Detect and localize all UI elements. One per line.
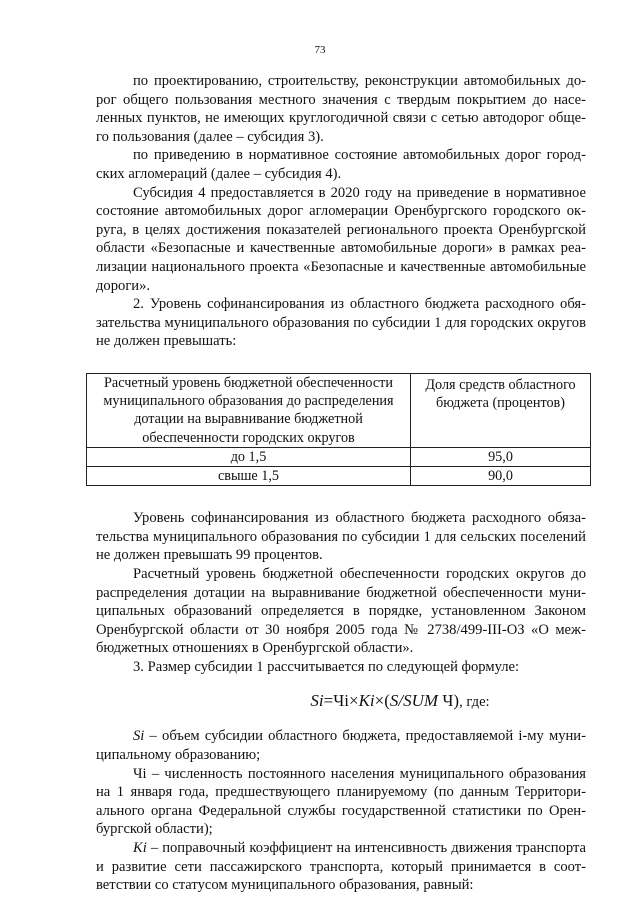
paragraph-budget-level: Расчетный уровень бюджетной обеспеченности городских округов до распределения дотации на выравнивание бюджетной обеспеченности муниципальных образований определяется в порядке, установленном Законом Оренбургской области от 30 ноября 2005 года № 2738/499-III-ОЗ «О межбюджетных отношениях в Оренбургской области». (96, 565, 586, 657)
formula-k-i: Ki (358, 691, 375, 711)
definition-text: – численность постоянного населения муниципального образования на 1 января года, предшествующего планируемому (по данным Территориального органа Федеральной службы государственной статистики по Оренбургской области); (96, 765, 586, 838)
definition-text: – поправочный коэффициент на интенсивность движения транспорта и развитие сети пассажирского транспорта, который принимается в соответствии со статусом муниципального образования, равный: (96, 840, 586, 894)
formula-ch-sum: Ч (442, 691, 454, 711)
paragraph-subsidy-4-details: Субсидия 4 предоставляется в 2020 году на приведение в нормативное состояние автомобильных дорог агломерации Оренбургского городского округа, в целях достижения показателей регионального проекта Оренбургской области «Безопасные и качественные автомобильные дороги» в рамках реализации национального проекта «Безопасные и качественные автомобильные дороги». (96, 184, 586, 294)
definition-symbol: Ki (133, 840, 147, 857)
document-body (96, 72, 586, 895)
table-header-level: Расчетный уровень бюджетной обеспеченности муниципального образования до распределения дотации на выравнивание бюджетной обеспеченности городских округов (87, 373, 411, 447)
paragraph-cofinancing-urban: 2. Уровень софинансирования из областного бюджета расходного обязательства муниципального образования по субсидии 1 для городских округов не должен превышать: (96, 296, 586, 350)
paragraph-subsidy-3: по проектированию, строительству, реконструкции автомобильных дорог общего пользования местного значения с твердым покрытием до населенных пунктов, не имеющих круглогодичной связи с сетью автодорог общего пользования (далее – субсидия 3). (96, 73, 586, 145)
definition-si (96, 727, 586, 764)
formula-paren-close: ) (453, 691, 460, 711)
paragraph-formula-intro: 3. Размер субсидии 1 рассчитывается по следующей формуле: (133, 658, 520, 675)
formula-slash: / (398, 691, 404, 711)
formula-s: S (389, 691, 399, 711)
subsidy-formula (214, 690, 586, 713)
page-number: 73 (314, 44, 326, 56)
table-cell-range: до 1,5 (87, 447, 411, 466)
definition-chi (96, 765, 586, 839)
paragraph-cofinancing-rural: Уровень софинансирования из областного бюджета расходного обязательства муниципального образования по субсидии 1 для сельских поселений не должен превышать 99 процентов. (96, 510, 586, 564)
definition-symbol: Si (133, 728, 145, 745)
table-cell-share: 90,0 (411, 466, 591, 485)
table-header-share: Доля средств областного бюджета (процентов) (411, 373, 591, 447)
formula-sum: SUM (403, 691, 439, 711)
cofinancing-table (86, 373, 591, 486)
table-row (87, 466, 591, 485)
table-cell-range: свыше 1,5 (87, 466, 411, 485)
definition-ki (96, 839, 586, 895)
formula-tail: , где: (459, 694, 490, 711)
formula-times-2: × (374, 691, 385, 711)
table-cell-share: 95,0 (411, 447, 591, 466)
definition-text: – объем субсидии областного бюджета, предоставляемой i-му муниципальному образованию; (96, 728, 586, 764)
formula-times-1: × (349, 691, 359, 711)
paragraph-subsidy-4: по приведению в нормативное состояние автомобильных дорог городских агломераций (далее – субсидия 4). (96, 147, 586, 182)
formula-eq: = (323, 691, 334, 711)
table-header-row (87, 373, 591, 447)
formula-lhs: Si (310, 691, 324, 711)
formula-paren-open: ( (384, 691, 390, 711)
table-row (87, 447, 591, 466)
formula-ch-i: Чi (333, 691, 349, 711)
definition-symbol: Чi (133, 765, 147, 782)
